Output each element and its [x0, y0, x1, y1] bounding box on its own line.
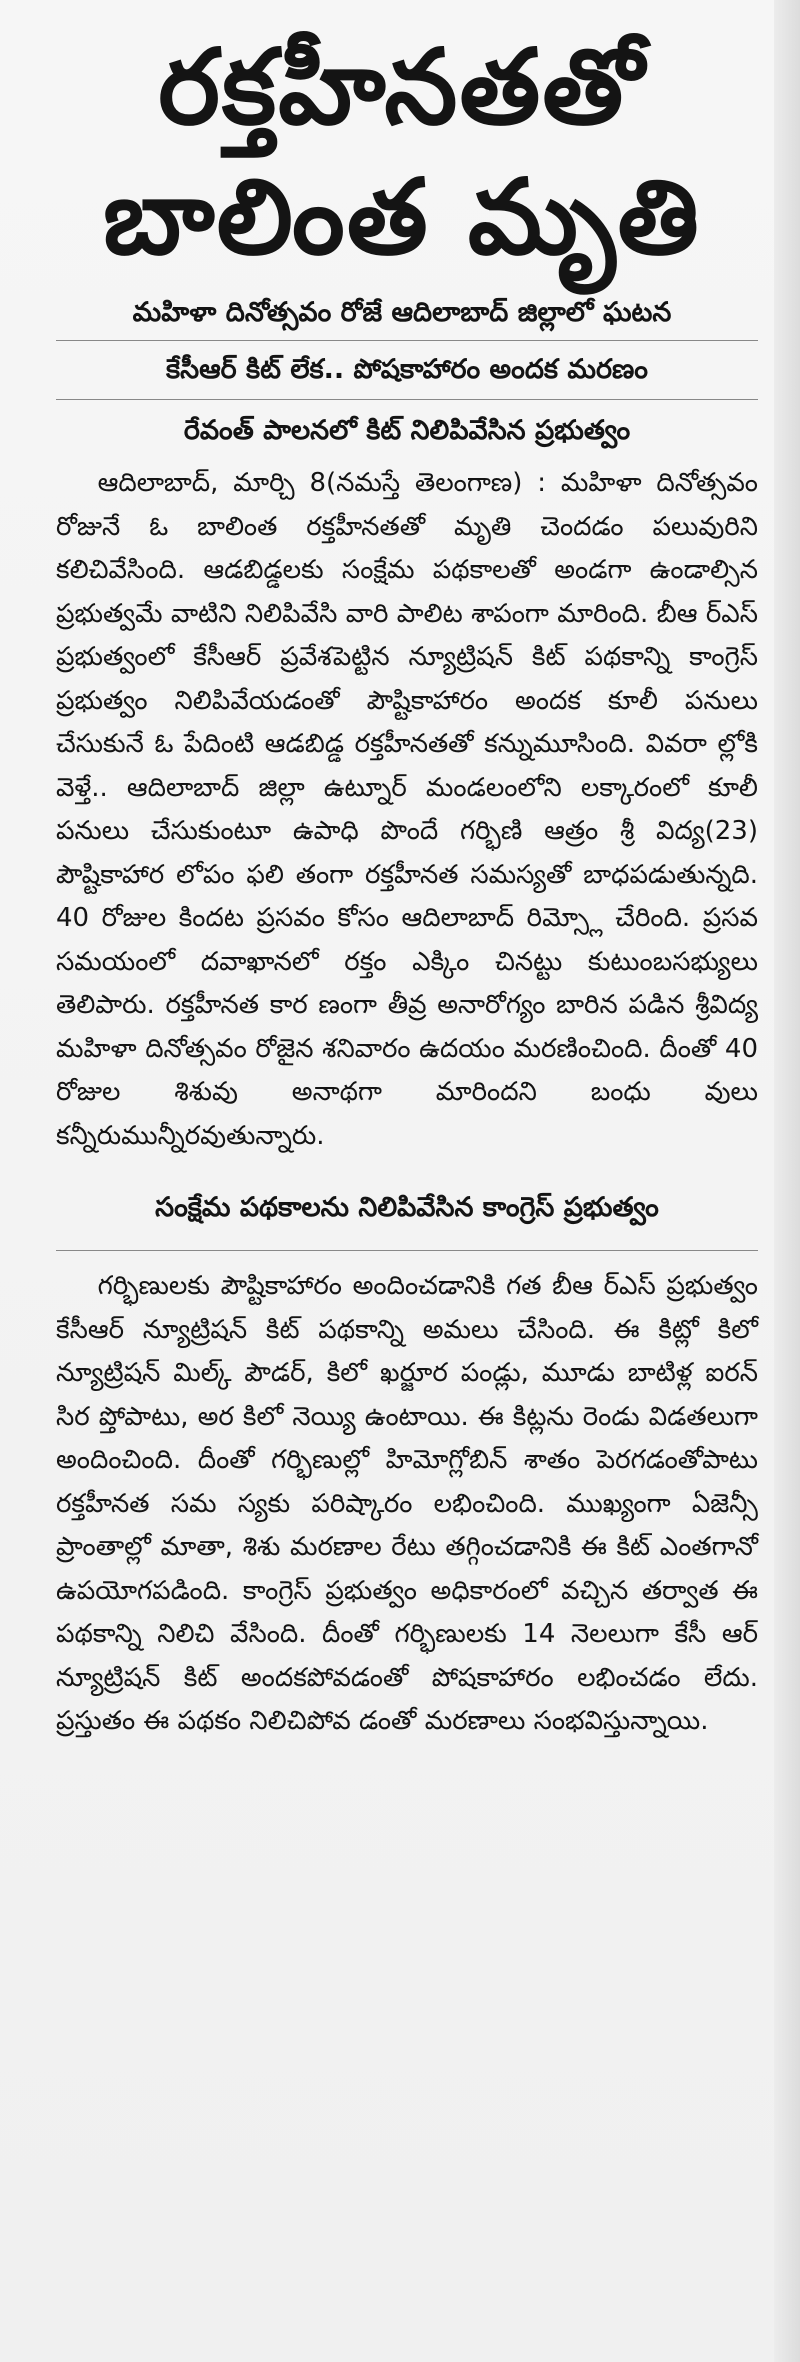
article-paragraph-1: ఆదిలాబాద్, మార్చి 8(నమస్తే తెలంగాణ) : మహిళా దినోత్సవం రోజునే ఓ బాలింత రక్తహీనతతో మృతి చెందడం పలువురిని కలిచివేసింది. ఆడబిడ్డలకు సంక్షేమ పథకాలతో అండగా ఉండాల్సిన ప్రభుత్వమే వాటిని నిలిపివేసి వారి పాలిట శాపంగా మారింది. బీఆ ర్ఎస్ ప్రభుత్వంలో కేసీఆర్ ప్రవేశపెట్టిన న్యూట్రిషన్ కిట్ పథకాన్ని కాంగ్రెస్ ప్రభుత్వం నిలిపివేయడంతో పౌష్టికాహారం అందక కూలీ పనులు చేసుకునే ఓ పేదింటి ఆడబిడ్డ రక్తహీనతతో కన్నుమూసింది. వివరా ల్లోకి వెళ్తే.. ఆదిలాబాద్ జిల్లా ఉట్నూర్ మండలంలోని లక్కారంలో కూలీ పనులు చేసుకుంటూ ఉపాధి పొందే గర్భిణి ఆత్రం శ్రీ విద్య(23) పౌష్టికాహార లోపం ఫలి తంగా రక్తహీనత సమస్యతో బాధపడుతున్నది. 40 రోజుల కిందట ప్రసవం కోసం ఆదిలాబాద్ రిమ్స్లో చేరింది. ప్రసవ సమయంలో దవాఖానలో రక్తం ఎక్కిం చినట్టు కుటుంబసభ్యులు తెలిపారు. రక్తహీనత కార ణంగా తీవ్ర అనారోగ్యం బారిన పడిన శ్రీవిద్య మహిళా దినోత్సవం రోజైన శనివారం ఉదయం మరణించింది. దీంతో 40 రోజుల శిశువు అనాథగా మారిందని బంధు వులు కన్నీరుమున్నీరవుతున్నారు. [56, 468, 758, 1151]
headline [42, 0, 762, 282]
section-heading: సంక్షేమ పథకాలను నిలిపివేసిన కాంగ్రెస్ ప్రభుత్వం [155, 1192, 659, 1223]
page-edge-shadow [774, 0, 800, 2362]
subheading-3: రేవంత్ పాలనలో కిట్ నిలిపివేసిన ప్రభుత్వం [56, 399, 758, 462]
subheading-1: మహిళా దినోత్సవం రోజే ఆదిలాబాద్ జిల్లాలో ఘటన [132, 297, 672, 328]
headline-line-1: రక్తహీనతతో [158, 26, 646, 148]
subheading-2: కేసీఆర్ కిట్ లేక.. పోషకాహారం అందక మరణం [56, 340, 758, 399]
article-paragraph-2: గర్భిణులకు పౌష్టికాహారం అందించడానికి గత బీఆ ర్ఎస్ ప్రభుత్వం కేసీఆర్ న్యూట్రిషన్ కిట్ పథకాన్ని అమలు చేసింది. ఈ కిట్లో కిలో న్యూట్రిషన్ మిల్క్ పౌడర్, కిలో ఖర్జూర పండ్లు, మూడు బాటిళ్ల ఐరన్ సిర ప్తోపాటు, అర కిలో నెయ్యి ఉంటాయి. ఈ కిట్లను రెండు విడతలుగా అందించింది. దీంతో గర్భిణుల్లో హిమోగ్లోబిన్ శాతం పెరగడంతోపాటు రక్తహీనత సమ స్యకు పరిష్కారం లభించింది. ముఖ్యంగా ఏజెన్సీ ప్రాంతాల్లో మాతా, శిశు మరణాల రేటు తగ్గించడానికి ఈ కిట్ ఎంతగానో ఉపయోగపడింది. కాంగ్రెస్ ప్రభుత్వం అధికారంలో వచ్చిన తర్వాత ఈ పథకాన్ని నిలిచి వేసింది. దీంతో గర్భిణులకు 14 నెలలుగా కేసీ ఆర్ న్యూట్రిషన్ కిట్ అందకపోవడంతో పోషకాహారం లభించడం లేదు. ప్రస్తుతం ఈ పథకం నిలిచిపోవ డంతో మరణాలు సంభవిస్తున్నాయి. [56, 1271, 758, 1736]
headline-line-2: బాలింత మృతి [103, 156, 701, 278]
